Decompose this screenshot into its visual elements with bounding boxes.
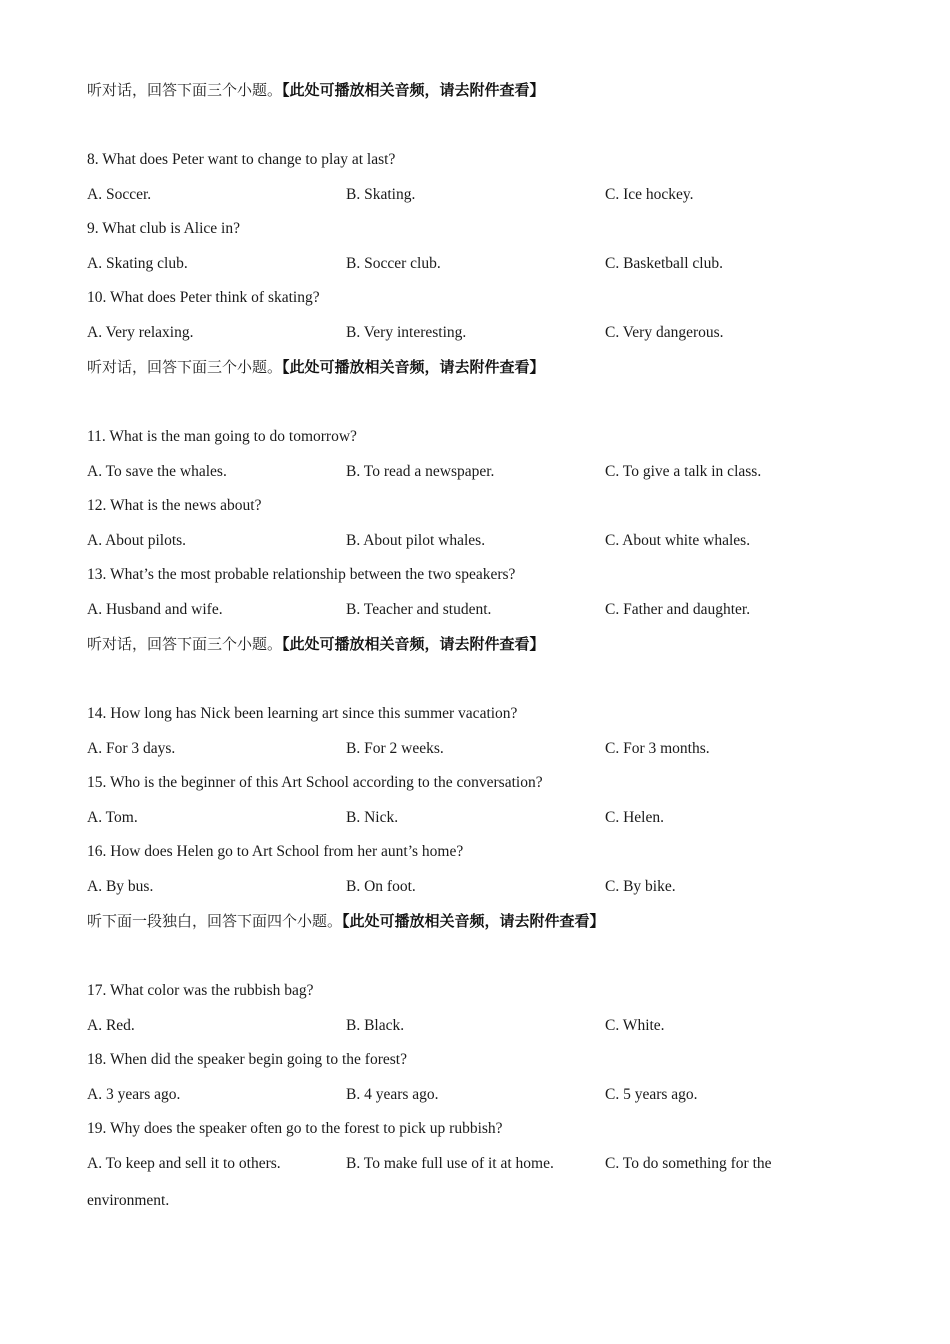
instruction-text: 听下面一段独白，回答下面四个小题。 bbox=[87, 912, 343, 930]
option-c: C. Ice hockey. bbox=[605, 186, 694, 203]
option-a: A. By bus. bbox=[87, 878, 154, 895]
option-a: A. Soccer. bbox=[87, 186, 152, 203]
section-instruction bbox=[87, 634, 545, 654]
option-b: B. Teacher and student. bbox=[346, 601, 492, 618]
question-stem: 11. What is the man going to do tomorrow? bbox=[87, 428, 357, 445]
option-c: C. 5 years ago. bbox=[605, 1086, 698, 1103]
option-c: C. By bike. bbox=[605, 878, 676, 895]
option-a: A. To keep and sell it to others. bbox=[87, 1155, 281, 1172]
question-stem: 16. How does Helen go to Art School from her aunt’s home? bbox=[87, 843, 464, 860]
question-stem: 12. What is the news about? bbox=[87, 497, 262, 514]
option-a: A. To save the whales. bbox=[87, 463, 227, 480]
option-a: A. Skating club. bbox=[87, 255, 188, 272]
option-c-continuation: environment. bbox=[87, 1192, 170, 1209]
section-instruction bbox=[87, 357, 545, 377]
question-stem: 9. What club is Alice in? bbox=[87, 220, 240, 237]
option-b: B. About pilot whales. bbox=[346, 532, 486, 549]
option-b: B. Very interesting. bbox=[346, 324, 467, 341]
option-a: A. Tom. bbox=[87, 809, 138, 826]
question-stem: 19. Why does the speaker often go to the forest to pick up rubbish? bbox=[87, 1120, 503, 1137]
option-b: B. To read a newspaper. bbox=[346, 463, 495, 480]
question-stem: 18. When did the speaker begin going to the forest? bbox=[87, 1051, 407, 1068]
audio-note: 【此处可播放相关音频，请去附件查看】 bbox=[282, 635, 545, 653]
question-stem: 13. What’s the most probable relationship between the two speakers? bbox=[87, 566, 516, 583]
option-a: A. Husband and wife. bbox=[87, 601, 223, 618]
option-c: C. For 3 months. bbox=[605, 740, 710, 757]
section-instruction bbox=[87, 911, 605, 931]
option-b: B. Soccer club. bbox=[346, 255, 441, 272]
option-b: B. To make full use of it at home. bbox=[346, 1155, 554, 1172]
option-b: B. On foot. bbox=[346, 878, 416, 895]
instruction-text: 听对话，回答下面三个小题。 bbox=[87, 358, 283, 376]
audio-note: 【此处可播放相关音频，请去附件查看】 bbox=[282, 81, 545, 99]
question-stem: 17. What color was the rubbish bag? bbox=[87, 982, 314, 999]
question-stem: 14. How long has Nick been learning art since this summer vacation? bbox=[87, 705, 518, 722]
option-c: C. Basketball club. bbox=[605, 255, 723, 272]
option-c: C. White. bbox=[605, 1017, 665, 1034]
question-stem: 15. Who is the beginner of this Art School according to the conversation? bbox=[87, 774, 543, 791]
option-c: C. To give a talk in class. bbox=[605, 463, 762, 480]
audio-note: 【此处可播放相关音频，请去附件查看】 bbox=[282, 358, 545, 376]
option-c: C. To do something for the bbox=[605, 1155, 772, 1172]
question-stem: 8. What does Peter want to change to play at last? bbox=[87, 151, 396, 168]
option-c: C. Very dangerous. bbox=[605, 324, 724, 341]
option-c: C. Father and daughter. bbox=[605, 601, 751, 618]
option-b: B. 4 years ago. bbox=[346, 1086, 439, 1103]
option-b: B. Black. bbox=[346, 1017, 405, 1034]
option-a: A. Red. bbox=[87, 1017, 135, 1034]
option-b: B. Nick. bbox=[346, 809, 399, 826]
option-a: A. For 3 days. bbox=[87, 740, 176, 757]
question-stem: 10. What does Peter think of skating? bbox=[87, 289, 320, 306]
section-instruction bbox=[87, 80, 545, 100]
option-b: B. For 2 weeks. bbox=[346, 740, 444, 757]
audio-note: 【此处可播放相关音频，请去附件查看】 bbox=[342, 912, 605, 930]
instruction-text: 听对话，回答下面三个小题。 bbox=[87, 81, 283, 99]
option-b: B. Skating. bbox=[346, 186, 416, 203]
instruction-text: 听对话，回答下面三个小题。 bbox=[87, 635, 283, 653]
option-a: A. 3 years ago. bbox=[87, 1086, 181, 1103]
option-c: C. Helen. bbox=[605, 809, 664, 826]
option-a: A. Very relaxing. bbox=[87, 324, 194, 341]
option-c: C. About white whales. bbox=[605, 532, 751, 549]
option-a: A. About pilots. bbox=[87, 532, 187, 549]
